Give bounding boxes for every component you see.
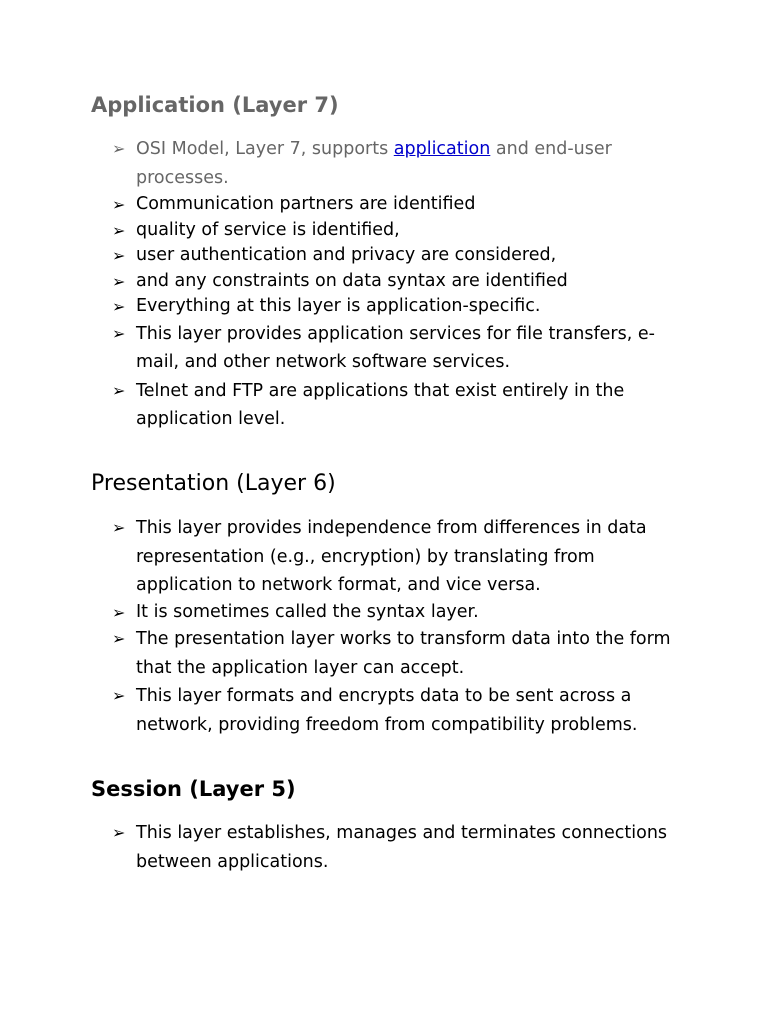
item-text-suffix: and end-user processes. xyxy=(136,139,612,188)
list-item xyxy=(112,600,692,626)
list-item xyxy=(112,377,692,434)
list-item-text: user authentication and privacy are considered, xyxy=(136,245,557,265)
list-item xyxy=(112,320,692,377)
section-heading-session: Session (Layer 5) xyxy=(91,777,296,801)
list-item xyxy=(112,294,692,320)
arrowhead-bullet-icon: ➢ xyxy=(112,323,126,343)
list-item-text: Telnet and FTP are applications that exist entirely in the application level. xyxy=(136,380,625,429)
list-item-text: Everything at this layer is application-specific. xyxy=(136,296,541,316)
arrowhead-bullet-icon: ➢ xyxy=(112,297,126,316)
arrowhead-bullet-icon: ➢ xyxy=(112,602,126,622)
presentation-bullet-list xyxy=(112,514,692,739)
application-bullet-list xyxy=(112,135,692,434)
item-text-prefix: OSI Model, Layer 7, supports xyxy=(136,139,394,159)
list-item-text: and any constraints on data syntax are identified xyxy=(136,270,568,291)
section-heading-presentation: Presentation (Layer 6) xyxy=(91,471,336,496)
arrowhead-bullet-icon: ➢ xyxy=(112,518,126,537)
arrowhead-bullet-icon: ➢ xyxy=(112,823,126,842)
arrowhead-bullet-icon: ➢ xyxy=(112,629,126,648)
list-item-text: This layer establishes, manages and terminates connections between applications. xyxy=(136,823,668,872)
list-item-text: quality of service is identified, xyxy=(136,219,400,240)
list-item xyxy=(112,682,692,739)
list-item-text: This layer formats and encrypts data to be sent across a network, providing freedom from compatibility problems. xyxy=(136,686,638,735)
list-item-text: This layer provides independence from differences in data representation (e.g., encryption) by translating from application to network format, and vice versa. xyxy=(136,518,647,595)
list-item-text: Communication partners are identified xyxy=(136,194,476,214)
application-link[interactable]: application xyxy=(393,139,491,159)
arrowhead-bullet-icon: ➢ xyxy=(112,246,126,265)
list-item xyxy=(112,269,692,295)
list-item xyxy=(112,819,692,876)
arrowhead-bullet-icon: ➢ xyxy=(112,271,126,291)
arrowhead-bullet-icon: ➢ xyxy=(112,139,126,158)
list-item-text: This layer provides application services for file transfers, e-mail, and other network software services. xyxy=(136,323,655,372)
list-item-text: It is sometimes called the syntax layer. xyxy=(136,601,479,622)
section-heading-application: Application (Layer 7) xyxy=(91,93,339,117)
arrowhead-bullet-icon: ➢ xyxy=(112,380,126,400)
list-item xyxy=(112,243,692,269)
list-item xyxy=(112,218,692,244)
arrowhead-bullet-icon: ➢ xyxy=(112,195,126,214)
arrowhead-bullet-icon: ➢ xyxy=(112,220,126,240)
list-item xyxy=(112,514,692,600)
list-item xyxy=(112,192,692,218)
list-item xyxy=(112,625,692,682)
session-bullet-list xyxy=(112,819,692,876)
arrowhead-bullet-icon: ➢ xyxy=(112,686,126,705)
list-item xyxy=(112,135,692,192)
list-item-text: The presentation layer works to transform data into the form that the application layer can accept. xyxy=(136,629,671,678)
